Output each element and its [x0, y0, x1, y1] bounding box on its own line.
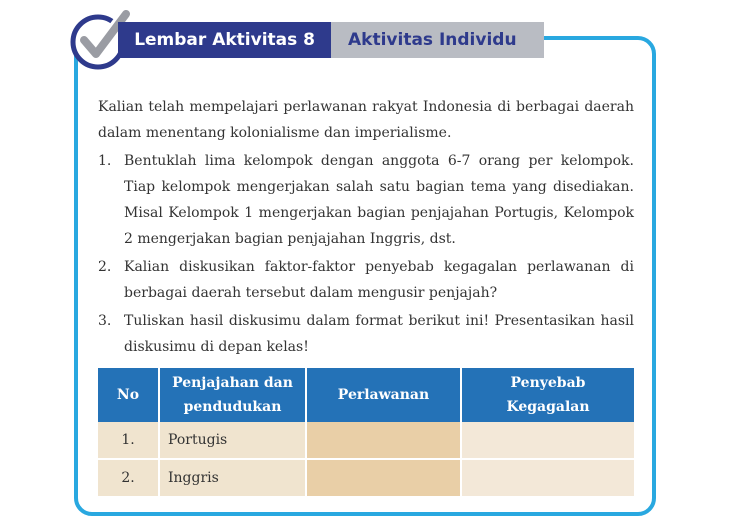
- cell-failure-cause[interactable]: [461, 459, 634, 497]
- list-item: [98, 308, 634, 360]
- cell-occupation: Inggris: [159, 459, 306, 497]
- cell-no: 2.: [98, 459, 159, 497]
- table-row: [98, 422, 634, 459]
- activity-subtitle: Aktivitas Individu: [331, 22, 544, 58]
- cell-no: 1.: [98, 422, 159, 459]
- list-item: [98, 148, 634, 252]
- column-header-occupation: Penjajahan dan pendudukan: [159, 368, 306, 422]
- cell-resistance[interactable]: [306, 459, 461, 497]
- activity-title: Lembar Aktivitas 8: [118, 22, 331, 58]
- activity-content: [98, 94, 634, 362]
- table-header-row: [98, 368, 634, 422]
- column-header-resistance: Perlawanan: [306, 368, 461, 422]
- cell-occupation: Portugis: [159, 422, 306, 459]
- step-number: 3.: [98, 313, 112, 329]
- step-text: Kalian diskusikan faktor-faktor penyebab kegagalan perlawanan di berbagai daerah tersebut dalam mengusir penjajah?: [124, 259, 634, 301]
- list-item: [98, 254, 634, 306]
- column-header-failure-cause: Penyebab Kegagalan: [461, 368, 634, 422]
- step-text: Bentuklah lima kelompok dengan anggota 6-7 orang per kelompok. Tiap kelompok mengerjakan salah satu bagian tema yang disediakan. Misal Kelompok 1 mengerjakan bagian penjajahan Portugis, Kelompok 2 mengerjakan bagian penjajahan Inggris, dst.: [124, 153, 634, 247]
- step-text: Tuliskan hasil diskusimu dalam format berikut ini! Presentasikan hasil diskusimu di depan kelas!: [124, 313, 634, 355]
- result-table: [98, 368, 634, 498]
- cell-resistance[interactable]: [306, 422, 461, 459]
- step-number: 1.: [98, 153, 112, 169]
- intro-paragraph: Kalian telah mempelajari perlawanan rakyat Indonesia di berbagai daerah dalam menentang kolonialisme dan imperialisme.: [98, 99, 634, 141]
- steps-list: [98, 148, 634, 360]
- cell-failure-cause[interactable]: [461, 422, 634, 459]
- table-row: [98, 459, 634, 497]
- column-header-no: No: [98, 368, 159, 422]
- step-number: 2.: [98, 259, 112, 275]
